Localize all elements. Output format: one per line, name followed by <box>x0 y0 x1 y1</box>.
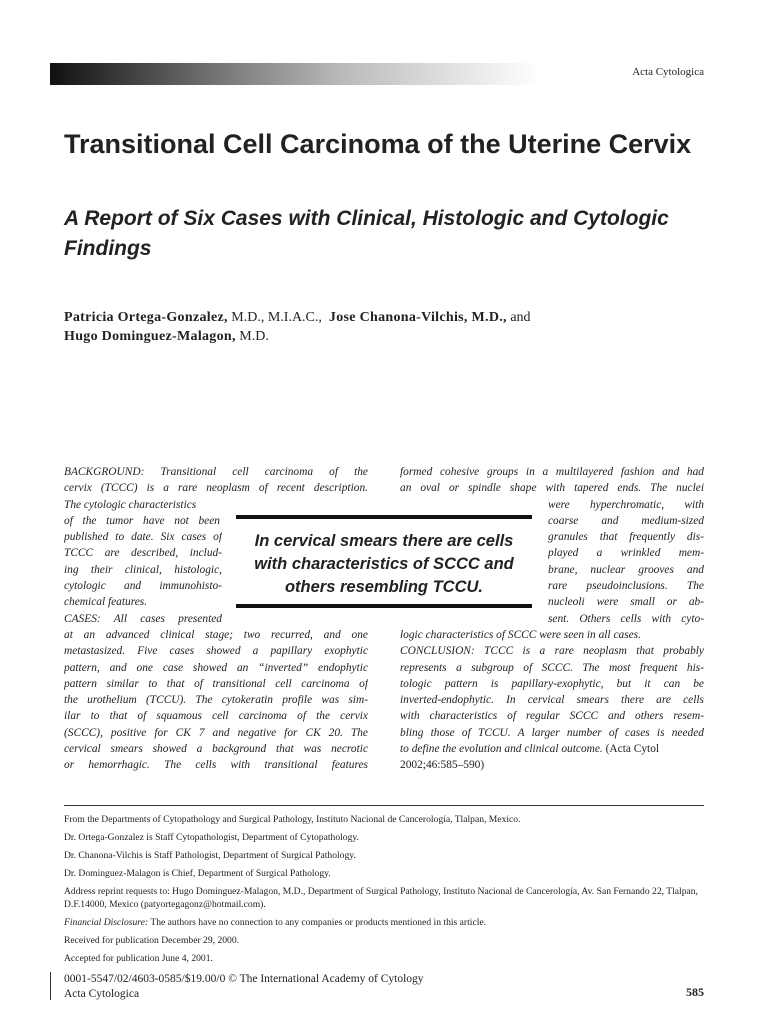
abstract-line <box>400 741 704 757</box>
author-name: Jose Chanona-Vilchis, M.D., <box>328 310 507 325</box>
pull-quote <box>236 515 532 608</box>
abstract-line: granules that frequently dis- <box>548 531 704 544</box>
abstract-line: chemical features. <box>64 596 148 609</box>
abstract-line: formed cohesive groups in a multilayered fashion and had <box>400 466 704 478</box>
author-degree: M.D., M.I.A.C., <box>227 310 322 325</box>
footer-journal: Acta Cytologica <box>64 988 140 1000</box>
abstract-line: (SCCC), positive for CK 7 and negative for CK 20. The <box>64 726 368 739</box>
abstract-line: with characteristics of regular SCCC and others resem- <box>400 710 704 723</box>
disclosure-label: Financial Disclosure: <box>64 917 149 928</box>
abstract-line: cervical smears showed a background that was necrotic <box>64 743 368 756</box>
pull-quote-text: In cervical smears there are cells with characteristics of SCCC and others resembling TCCU. <box>254 532 514 596</box>
abstract-line: BACKGROUND: Transitional cell carcinoma of the <box>64 466 368 478</box>
abstract-line: TCCC are described, includ- <box>64 547 222 560</box>
citation-ref: 2002;46:585–590) <box>400 759 485 772</box>
abstract-line: were hyperchromatic, with <box>548 498 704 511</box>
running-head: Acta Cytologica <box>632 66 704 78</box>
abstract-line: cytologic and immunohisto- <box>64 580 222 593</box>
abstract-line: rare pseudoinclusions. The <box>548 580 704 593</box>
abstract-left-column <box>64 464 368 774</box>
abstract-line: tologic pattern is papillary-exophytic, but it can be <box>400 677 704 690</box>
abstract-line-text: to define the evolution and clinical outcome. <box>400 743 603 756</box>
abstract-line: or hemorrhagic. The cells with transitional features <box>64 759 368 772</box>
abstract-line: pattern, and one case showed an “inverted” endophytic <box>64 661 368 674</box>
abstract-line: at an advanced clinical stage; two recurred, and one <box>64 628 368 641</box>
abstract-line: sent. Others cells with cyto- <box>548 612 704 625</box>
abstract-right-column <box>400 464 704 774</box>
abstract-line: The cytologic characteristics <box>64 498 197 511</box>
footnote-author-1: Dr. Ortega-Gonzalez is Staff Cytopathologist, Department of Cytopathology. <box>64 832 359 843</box>
abstract-line: brane, nuclear grooves and <box>548 563 704 576</box>
abstract-line: cervix (TCCC) is a rare neoplasm of recent description. <box>64 482 368 495</box>
author-name: Patricia Ortega-Gonzalez, <box>64 310 228 325</box>
abstract-line: ilar to that of squamous cell carcinoma of the cervix <box>64 710 368 723</box>
footer-left-bar <box>50 972 51 1000</box>
citation-open: (Acta Cytol <box>602 743 660 756</box>
footnote-divider <box>64 805 704 806</box>
abstract-line: CASES: All cases presented <box>64 612 222 625</box>
abstract-line: an oval or spindle shape with tapered ends. The nuclei <box>400 482 704 495</box>
abstract-line: represents a subgroup of SCCC. The most frequent his- <box>400 661 704 674</box>
abstract-line: bling those of TCCU. A larger number of cases is needed <box>400 726 704 739</box>
footnote-received: Received for publication December 29, 2000. <box>64 935 240 946</box>
abstract-line: logic characteristics of SCCC were seen in all cases. <box>400 628 641 641</box>
footnote-author-2: Dr. Chanona-Vilchis is Staff Pathologist, Department of Surgical Pathology. <box>64 850 356 861</box>
article-title: Transitional Cell Carcinoma of the Uterine Cervix <box>64 129 692 159</box>
author-degree: M.D. <box>235 329 269 344</box>
author-list <box>64 308 704 346</box>
abstract-line: nucleoli were small or ab- <box>548 596 704 609</box>
header-gradient-bar <box>50 63 540 85</box>
author-name: Hugo Dominguez-Malagon, <box>64 329 236 344</box>
abstract-line: the urothelium (TCCU). The cytokeratin profile was sim- <box>64 694 368 707</box>
page-number: 585 <box>686 985 704 999</box>
abstract-line: ing their clinical, histologic, <box>64 563 222 576</box>
abstract-line: published to date. Six cases of <box>64 531 222 544</box>
abstract-line: inverted-endophytic. In cervical smears there are cells <box>400 694 704 707</box>
page-footer <box>64 972 704 1002</box>
abstract-line: CONCLUSION: TCCC is a rare neoplasm that probably <box>400 645 704 658</box>
footnote-departments: From the Departments of Cytopathology and Surgical Pathology, Instituto Nacional de Cancerología, Tlalpan, Mexico. <box>64 814 521 825</box>
abstract-line: of the tumor have not been <box>64 514 220 527</box>
abstract-line: pattern similar to that of transitional cell carcinoma of <box>64 677 368 690</box>
footnote-reprint: Address reprint requests to: Hugo Dominguez-Malagon, M.D., Department of Surgical Pathology, Instituto Nacional de Cancerología, Av. San Fernando 22, Tlalpan, D.F.14000, Mexico (patyortegagonz@hotmail.com). <box>64 886 698 910</box>
footnote-accepted: Accepted for publication June 4, 2001. <box>64 953 213 964</box>
issn-copyright: 0001-5547/02/4603-0585/$19.00/0 © The International Academy of Cytology <box>64 973 424 985</box>
author-degree: and <box>506 310 531 325</box>
footnote-author-3: Dr. Dominguez-Malagon is Chief, Department of Surgical Pathology. <box>64 868 331 879</box>
article-subtitle: A Report of Six Cases with Clinical, Histologic and Cytologic Findings <box>64 207 669 260</box>
footnote-disclosure <box>64 916 704 929</box>
abstract-line: coarse and medium-sized <box>548 514 704 527</box>
abstract-line: metastasized. Five cases showed a papillary exophytic <box>64 645 368 658</box>
abstract-line: played a wrinkled mem- <box>548 547 704 560</box>
disclosure-text: The authors have no connection to any companies or products mentioned in this article. <box>148 917 487 928</box>
footnotes <box>64 813 704 970</box>
